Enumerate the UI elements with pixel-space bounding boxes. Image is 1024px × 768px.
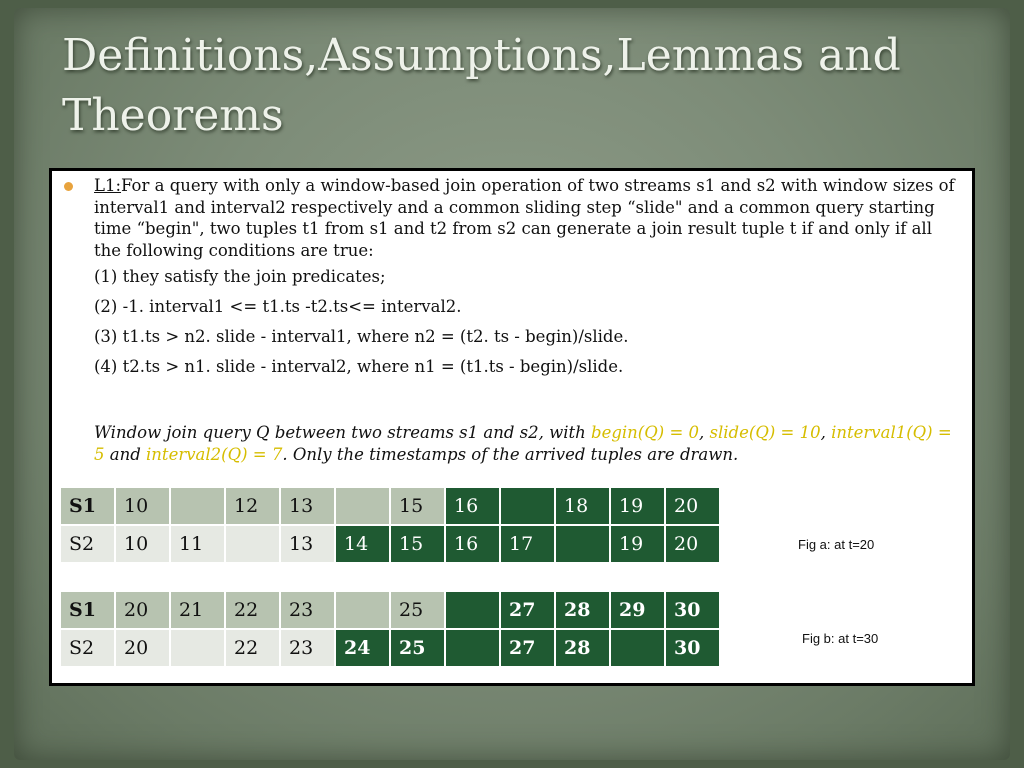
slide-title: Definitions,Assumptions,Lemmas and Theorems xyxy=(62,30,901,141)
cell: 19 xyxy=(611,526,664,562)
cell: 12 xyxy=(226,488,279,524)
note-text-2: , xyxy=(699,423,710,442)
cell: 16 xyxy=(446,526,499,562)
cell: 30 xyxy=(666,592,719,628)
fig-a-table xyxy=(59,486,721,564)
condition-2: (2) -1. interval1 <= t1.ts -t2.ts<= interval2. xyxy=(94,296,462,316)
cell: 13 xyxy=(281,488,334,524)
note-text-3: , xyxy=(820,423,832,442)
cell: 23 xyxy=(281,630,334,666)
cell: 20 xyxy=(116,630,169,666)
lemma-label: L1: xyxy=(94,176,122,195)
row-label-s1: S1 xyxy=(61,592,114,628)
cell: 17 xyxy=(501,526,554,562)
note-interval1: interval1(Q) = 5 xyxy=(94,423,952,464)
table-row xyxy=(61,488,719,524)
condition-3: (3) t1.ts > n2. slide - interval1, where n2 = (t2. ts - begin)/slide. xyxy=(94,326,629,346)
cell xyxy=(556,526,609,562)
cell: 20 xyxy=(666,488,719,524)
cell: 18 xyxy=(556,488,609,524)
cell: 21 xyxy=(171,592,224,628)
cell: 27 xyxy=(501,630,554,666)
cell: 10 xyxy=(116,526,169,562)
example-note xyxy=(94,422,964,465)
cell: 13 xyxy=(281,526,334,562)
cell: 22 xyxy=(226,592,279,628)
fig-a-caption: Fig a: at t=20 xyxy=(798,537,875,552)
row-label-s1: S1 xyxy=(61,488,114,524)
note-interval2: interval2(Q) = 7 xyxy=(146,444,283,464)
cell xyxy=(171,488,224,524)
cell: 25 xyxy=(391,630,444,666)
cell: 15 xyxy=(391,526,444,562)
cell: 24 xyxy=(336,630,389,666)
cell: 11 xyxy=(171,526,224,562)
lemma-text xyxy=(52,175,957,261)
table-row xyxy=(61,630,719,666)
cell: 15 xyxy=(391,488,444,524)
cell: 29 xyxy=(611,592,664,628)
row-label-s2: S2 xyxy=(61,526,114,562)
cell xyxy=(501,488,554,524)
note-slide: slide(Q) = 10 xyxy=(709,423,821,442)
note-text-5: . Only the timestamps of the arrived tuples are drawn. xyxy=(282,444,739,464)
cell: 10 xyxy=(116,488,169,524)
cell: 25 xyxy=(391,592,444,628)
cell xyxy=(446,630,499,666)
lemma-block xyxy=(52,175,957,381)
note-begin: begin(Q) = 0 xyxy=(591,423,700,442)
row-label-s2: S2 xyxy=(61,630,114,666)
note-text-1: Window join query Q between two streams s1 and s2, with xyxy=(94,423,592,442)
cell: 23 xyxy=(281,592,334,628)
cell xyxy=(226,526,279,562)
fig-b-caption: Fig b: at t=30 xyxy=(802,631,879,646)
cell: 30 xyxy=(666,630,719,666)
cell: 16 xyxy=(446,488,499,524)
cell xyxy=(336,592,389,628)
cell: 28 xyxy=(556,630,609,666)
cell xyxy=(446,592,499,628)
condition-4: (4) t2.ts > n1. slide - interval2, where n1 = (t1.ts - begin)/slide. xyxy=(94,356,624,376)
cell: 27 xyxy=(501,592,554,628)
cell: 19 xyxy=(611,488,664,524)
cell xyxy=(171,630,224,666)
cell: 22 xyxy=(226,630,279,666)
fig-b-table xyxy=(59,590,721,668)
table-row xyxy=(61,592,719,628)
cell xyxy=(611,630,664,666)
table-row xyxy=(61,526,719,562)
condition-1: (1) they satisfy the join predicates; xyxy=(94,266,386,286)
cell: 20 xyxy=(666,526,719,562)
note-text-4: and xyxy=(104,444,147,464)
content-panel xyxy=(49,168,975,686)
cell: 28 xyxy=(556,592,609,628)
cell xyxy=(336,488,389,524)
lemma-body: For a query with only a window-based join operation of two streams s1 and s2 with window sizes of interval1 and interval2 respectively and a common sliding step “slide" and a common query starting time “begin", two tuples t1 from s1 and t2 from s2 can generate a join result tuple t if and only if all the following conditions are true: xyxy=(94,176,955,260)
cell: 20 xyxy=(116,592,169,628)
cell: 14 xyxy=(336,526,389,562)
bullet-icon xyxy=(64,182,73,191)
